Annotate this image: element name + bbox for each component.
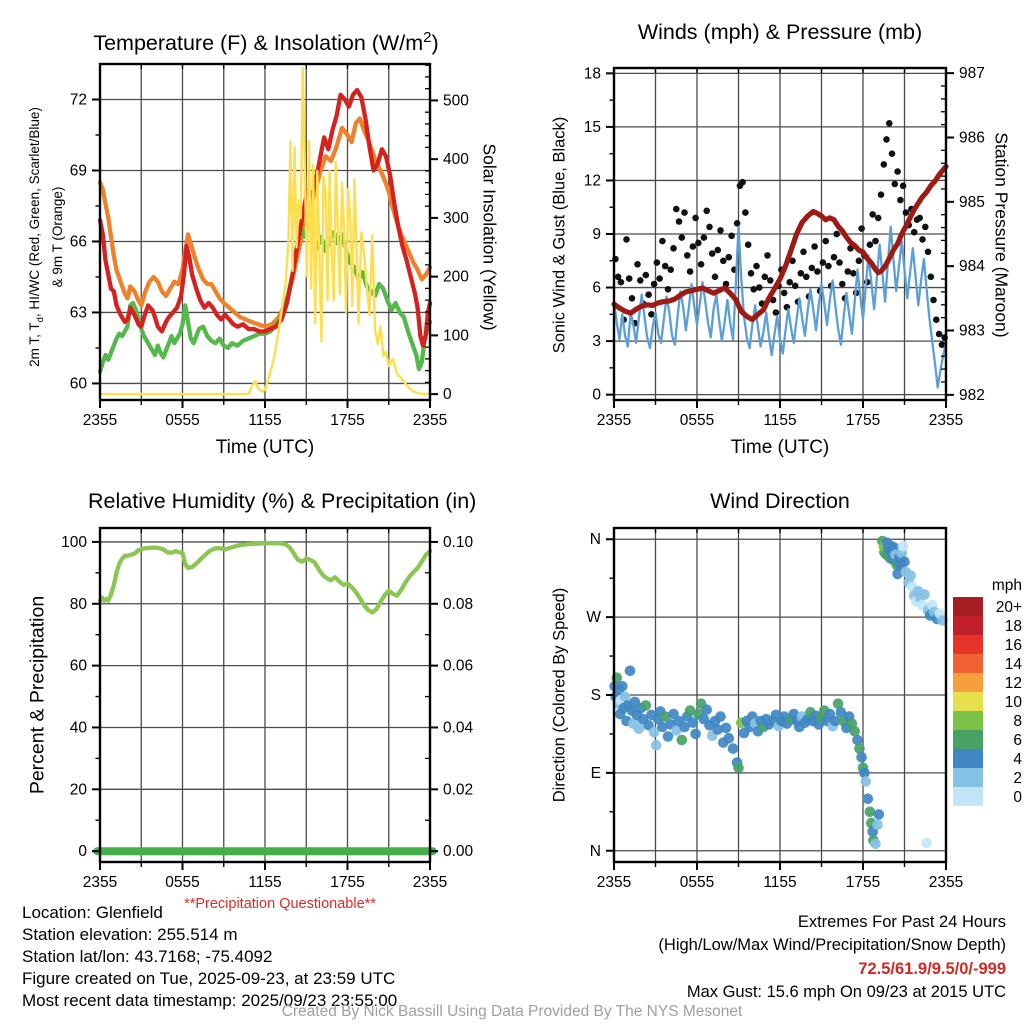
winds-chart-title: Winds (mph) & Pressure (mb) <box>637 20 923 44</box>
svg-text:1155: 1155 <box>248 412 282 429</box>
wind-direction-chart-title: Wind Direction <box>710 489 850 513</box>
svg-text:20+: 20+ <box>995 599 1022 616</box>
svg-text:0: 0 <box>443 386 452 404</box>
temperature-x-axis-label: Time (UTC) <box>215 437 315 458</box>
svg-text:986: 986 <box>959 129 985 147</box>
svg-text:0.02: 0.02 <box>443 781 474 799</box>
svg-text:1755: 1755 <box>330 412 365 429</box>
svg-text:N: N <box>589 531 601 549</box>
svg-text:0.06: 0.06 <box>443 657 474 675</box>
svg-text:2355: 2355 <box>928 874 964 891</box>
svg-text:2355: 2355 <box>82 412 118 429</box>
svg-text:80: 80 <box>69 595 87 613</box>
humidity-chart-title: Relative Humidity (%) & Precipitation (in) <box>88 489 477 513</box>
svg-text:500: 500 <box>443 92 469 110</box>
svg-text:0555: 0555 <box>165 412 200 429</box>
recent-data-timestamp: Most recent data timestamp: 2025/09/23 23:55:00 <box>22 991 398 1010</box>
svg-text:400: 400 <box>443 151 469 169</box>
extremes-values: 72.5/61.9/9.5/0/-999 <box>858 959 1006 978</box>
extremes-subtitle: (High/Low/Max Wind/Precipitation/Snow Depth) <box>658 936 1006 955</box>
svg-text:0: 0 <box>592 386 601 404</box>
svg-text:984: 984 <box>959 258 985 276</box>
svg-text:982: 982 <box>959 386 985 404</box>
insolation-y-axis-label: Solar Insolation (Yellow) <box>479 143 500 331</box>
extremes-block <box>658 911 1006 1005</box>
temperature-y-axis-label: 2m T, $T_d$, HI/WC (Red, Green, Scarlet/Blue) & 9m T (Orange) <box>27 107 65 367</box>
pressure-y-axis-label: Station Pressure (Maroon) <box>991 132 1012 338</box>
svg-text:4: 4 <box>1013 751 1022 768</box>
svg-text:mph: mph <box>991 577 1022 594</box>
svg-text:2355: 2355 <box>412 874 448 891</box>
svg-text:63: 63 <box>69 304 87 322</box>
svg-text:18: 18 <box>583 65 601 83</box>
svg-text:9: 9 <box>592 226 601 243</box>
credit-line: Created By Nick Bassill Using Data Provided By The NYS Mesonet <box>281 1003 743 1020</box>
svg-text:1155: 1155 <box>248 874 282 891</box>
svg-text:60: 60 <box>69 657 87 675</box>
wind-y-axis-label: Sonic Wind & Gust (Blue, Black) <box>550 116 569 354</box>
svg-text:0: 0 <box>78 843 87 861</box>
svg-text:2355: 2355 <box>928 412 964 429</box>
svg-text:2355: 2355 <box>412 412 448 429</box>
svg-text:6: 6 <box>1013 732 1022 749</box>
station-elevation: Station elevation: 255.514 m <box>22 925 238 944</box>
wind-direction-y-axis-label: Direction (Colored By Speed) <box>550 587 569 803</box>
svg-text:60: 60 <box>69 375 87 393</box>
station-latlon: Station lat/lon: 43.7168; -75.4092 <box>22 947 273 966</box>
svg-text:12: 12 <box>1004 675 1022 692</box>
temperature-chart-title: Temperature (F) & Insolation $(W/m^2)$ <box>93 29 439 56</box>
svg-text:1755: 1755 <box>845 412 881 429</box>
svg-text:1155: 1155 <box>763 874 797 891</box>
svg-text:3: 3 <box>592 333 601 351</box>
svg-text:200: 200 <box>443 268 469 286</box>
svg-text:16: 16 <box>1004 637 1022 654</box>
winds-x-axis-label: Time (UTC) <box>730 437 830 458</box>
station-info-block <box>22 902 397 1012</box>
svg-text:0555: 0555 <box>679 874 715 891</box>
svg-text:72: 72 <box>69 91 87 109</box>
svg-text:E: E <box>590 764 601 782</box>
humidity-y-axis-label: Percent & Precipitation <box>26 595 49 795</box>
svg-text:983: 983 <box>959 322 985 340</box>
svg-text:0.04: 0.04 <box>443 719 474 737</box>
svg-text:985: 985 <box>959 193 985 211</box>
svg-text:S: S <box>590 687 601 704</box>
svg-text:0.10: 0.10 <box>443 533 474 551</box>
svg-text:10: 10 <box>1004 694 1022 711</box>
svg-text:300: 300 <box>443 209 469 227</box>
svg-text:2355: 2355 <box>596 874 632 891</box>
svg-text:2355: 2355 <box>82 874 118 891</box>
svg-text:0.08: 0.08 <box>443 595 474 613</box>
svg-text:8: 8 <box>1013 713 1022 730</box>
svg-text:1755: 1755 <box>845 874 881 891</box>
svg-text:15: 15 <box>583 118 601 136</box>
svg-text:20: 20 <box>69 781 87 799</box>
extremes-title: Extremes For Past 24 Hours <box>797 913 1006 931</box>
svg-text:14: 14 <box>1004 656 1022 673</box>
svg-text:18: 18 <box>1004 618 1022 635</box>
svg-text:N: N <box>589 842 601 860</box>
max-gust: Max Gust: 15.6 mph On 09/23 at 2015 UTC <box>686 983 1006 1002</box>
svg-text:0555: 0555 <box>679 412 715 429</box>
svg-text:40: 40 <box>69 719 87 737</box>
svg-text:69: 69 <box>69 162 87 180</box>
svg-text:6: 6 <box>592 279 601 297</box>
svg-text:0.00: 0.00 <box>443 843 474 861</box>
svg-text:66: 66 <box>69 233 87 251</box>
figure-created-timestamp: Figure created on Tue, 2025-09-23, at 23:59 UTC <box>22 969 396 988</box>
svg-text:1755: 1755 <box>330 874 365 891</box>
svg-text:1155: 1155 <box>763 412 797 429</box>
svg-text:100: 100 <box>61 533 87 551</box>
svg-text:0555: 0555 <box>165 874 200 891</box>
svg-text:2355: 2355 <box>596 412 632 429</box>
svg-text:0: 0 <box>1013 789 1022 806</box>
svg-text:12: 12 <box>583 172 601 190</box>
svg-text:W: W <box>586 609 601 627</box>
precip-questionable-warning: **Precipitation Questionable** <box>184 896 376 912</box>
svg-text:987: 987 <box>959 65 985 83</box>
svg-text:2: 2 <box>1013 770 1022 787</box>
svg-text:100: 100 <box>443 327 469 345</box>
station-location: Location: Glenfield <box>22 903 163 922</box>
